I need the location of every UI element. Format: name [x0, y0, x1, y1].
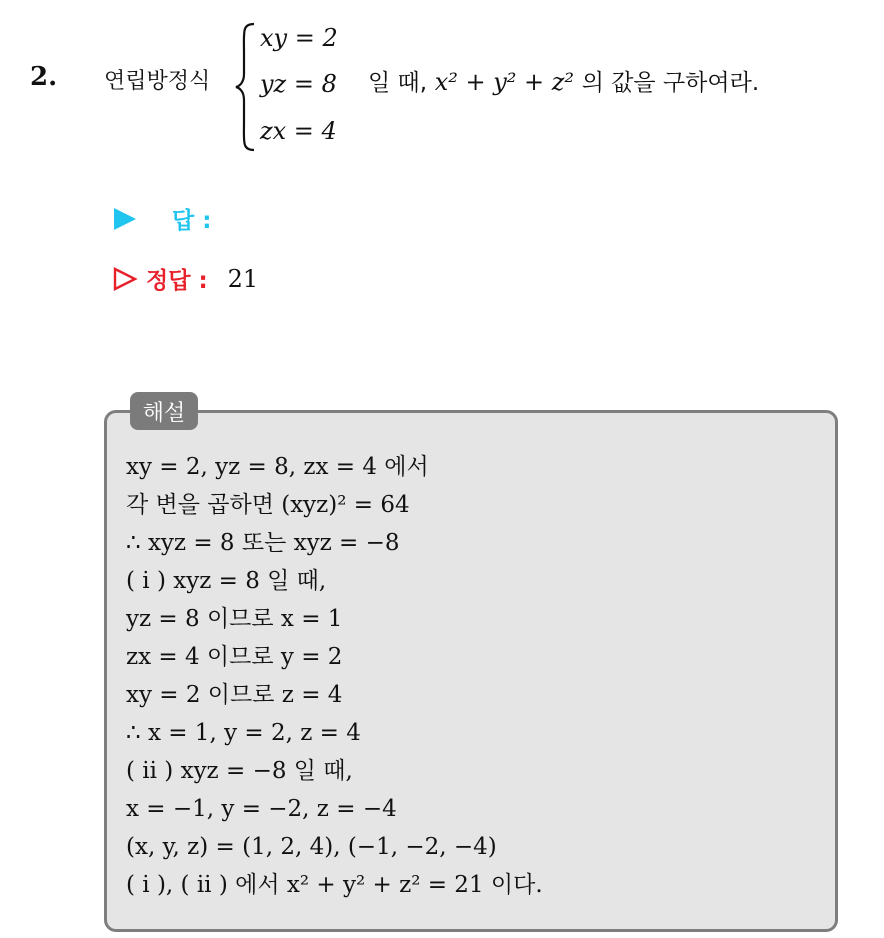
equation-xy: xy = 2 [260, 24, 338, 52]
correct-answer-row [112, 262, 258, 295]
solution-line: x = −1, y = −2, z = −4 [126, 796, 397, 822]
answer-row [112, 202, 211, 235]
problem-question-text: 의 값을 구하여라. [581, 70, 760, 96]
solution-line: zx = 4 이므로 y = 2 [126, 644, 343, 670]
left-brace-icon [234, 22, 256, 152]
solution-line: yz = 8 이므로 x = 1 [126, 606, 343, 632]
problem-label: 연립방정식 [104, 69, 211, 94]
equation-zx: zx = 4 [260, 117, 337, 145]
solution-line: ∴ xyz = 8 또는 xyz = −8 [126, 530, 400, 556]
correct-answer-label: 정답 : [146, 268, 208, 294]
problem-expression: x² + y² + z² [434, 68, 575, 96]
solution-line: 각 변을 곱하면 (xyz)² = 64 [126, 492, 410, 518]
answer-label: 답 : [172, 208, 212, 234]
problem-condition: 일 때, [368, 70, 428, 96]
solution-tag: 해설 [130, 392, 198, 430]
solution-line: xy = 2 이므로 z = 4 [126, 682, 343, 708]
solution-lines [126, 448, 543, 904]
equation-yz: yz = 8 [260, 70, 337, 98]
solution-line: ( ii ) xyz = −8 일 때, [126, 758, 353, 784]
problem-question [368, 64, 759, 97]
outline-triangle-icon [112, 266, 138, 292]
filled-triangle-icon [112, 206, 138, 232]
solution-line: ∴ x = 1, y = 2, z = 4 [126, 720, 361, 746]
problem-number: 2. [30, 62, 58, 92]
solution-line: xy = 2, yz = 8, zx = 4 에서 [126, 454, 429, 480]
solution-line: ( i ) xyz = 8 일 때, [126, 568, 327, 594]
correct-answer-value: 21 [227, 264, 259, 293]
solution-line: (x, y, z) = (1, 2, 4), (−1, −2, −4) [126, 834, 497, 860]
solution-line: ( i ), ( ii ) 에서 x² + y² + z² = 21 이다. [126, 872, 543, 898]
